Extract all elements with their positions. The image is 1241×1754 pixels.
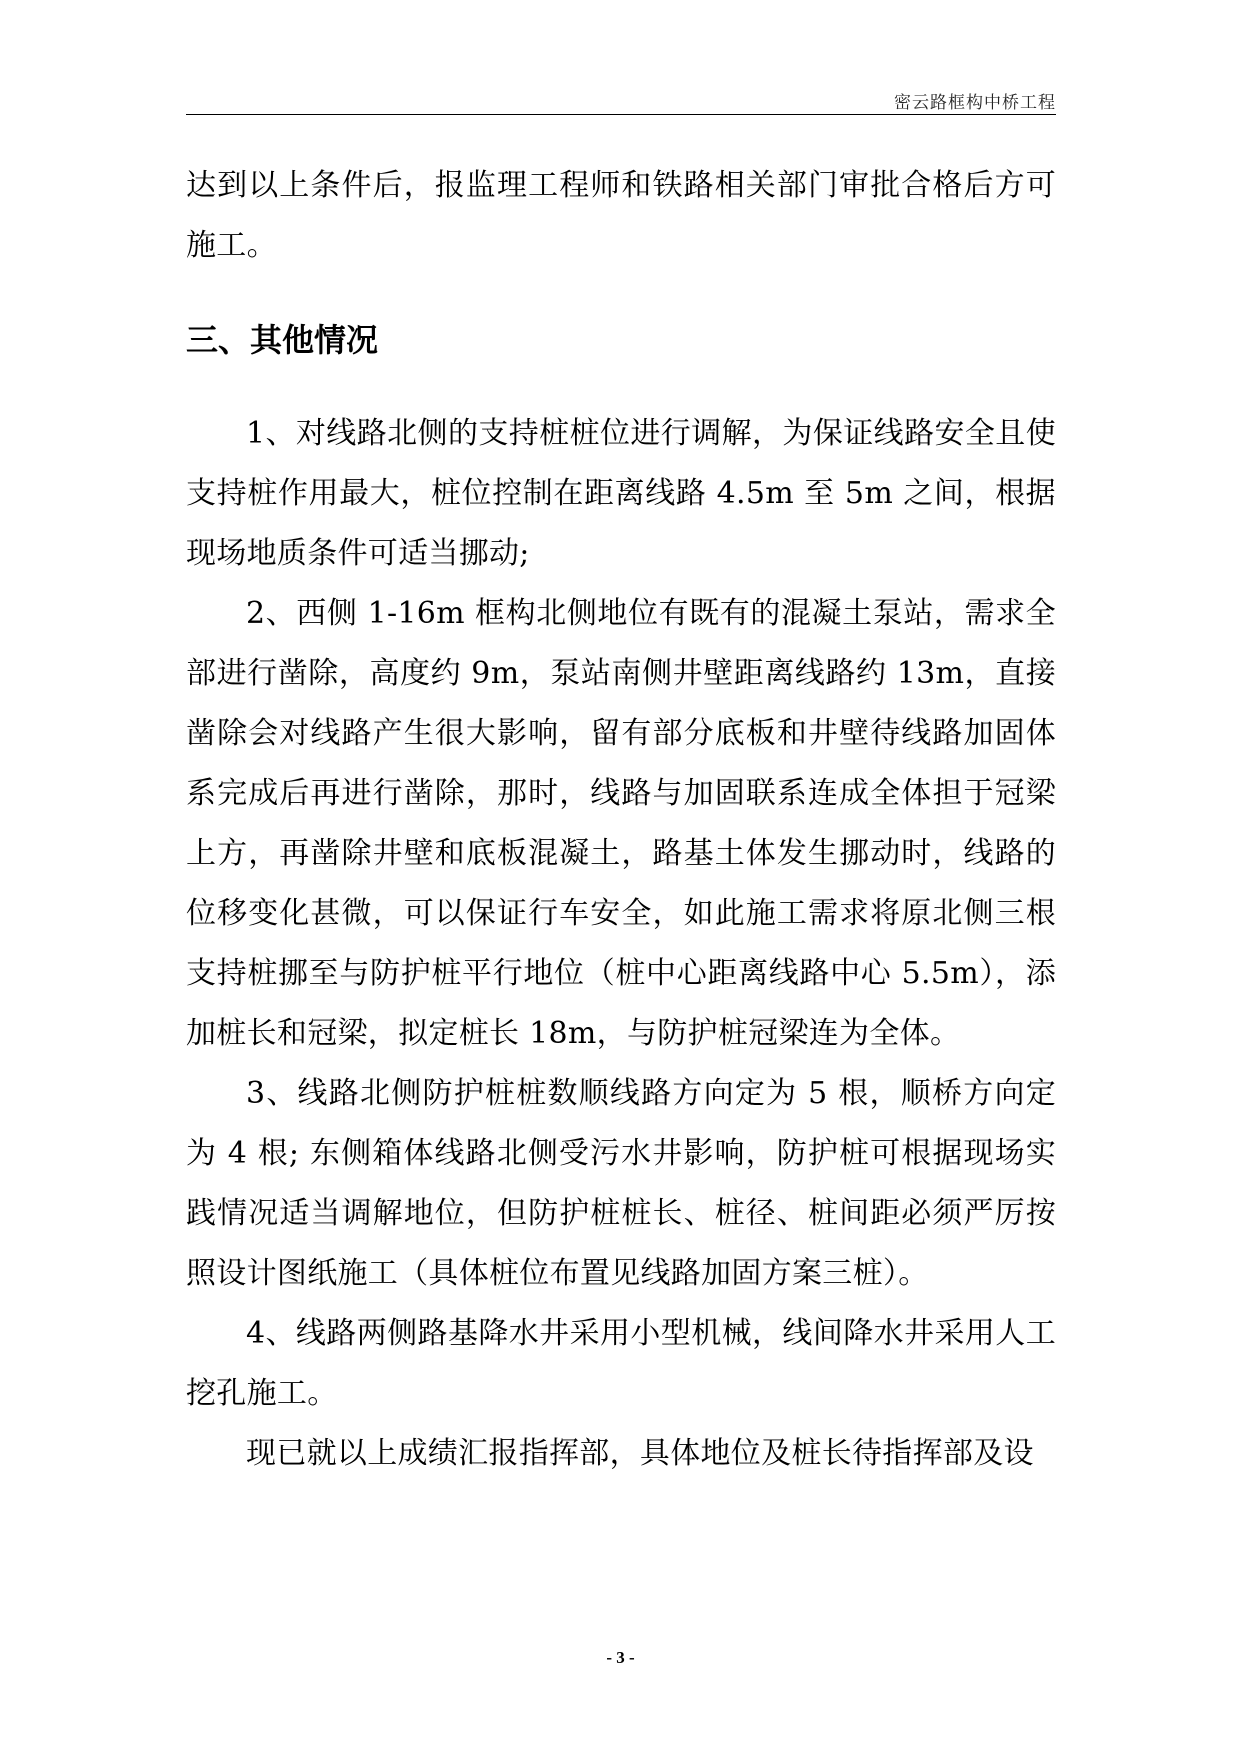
closing-paragraph: 现已就以上成绩汇报指挥部，具体地位及桩长待指挥部及设 [246,1436,1034,1471]
section-heading: 三、其他情况 [186,321,379,359]
document-body [186,156,1056,1484]
list-item-1: 1、对线路北侧的支持桩桩位进行调解，为保证线路安全且使支持桩作用最大，桩位控制在距离线路 4.5m 至 5m 之间，根据现场地质条件可适当挪动; [186,416,1056,571]
list-item-4: 4、线路两侧路基降水井采用小型机械，线间降水井采用人工挖孔施工。 [186,1316,1056,1411]
page-number: - 3 - [606,1648,635,1667]
intro-paragraph: 达到以上条件后，报监理工程师和铁路相关部门审批合格后方可施工。 [186,168,1056,263]
header-title: 密云路框构中桥工程 [894,93,1056,113]
list-item-2: 2、西侧 1-16m 框构北侧地位有既有的混凝土泵站，需求全部进行凿除，高度约 9m，泵站南侧井壁距离线路约 13m，直接凿除会对线路产生很大影响，留有部分底板和井壁待线路加固体系完成后再进行凿除，那时，线路与加固联系连成全体担于冠梁上方，再凿除井壁和底板混凝土，路基土体发生挪动时，线路的位移变化甚微，可以保证行车安全，如此施工需求将原北侧三根支持桩挪至与防护桩平行地位（桩中心距离线路中心 5.5m），添加桩长和冠梁，拟定桩长 18m，与防护桩冠梁连为全体。 [186,596,1056,1051]
list-item-3: 3、线路北侧防护桩桩数顺线路方向定为 5 根，顺桥方向定为 4 根; 东侧箱体线路北侧受污水井影响，防护桩可根据现场实践情况适当调解地位，但防护桩桩长、桩径、桩间距必须严厉按照设计图纸施工（具体桩位布置见线路加固方案三桩）。 [186,1076,1056,1291]
page-header [186,86,1056,115]
